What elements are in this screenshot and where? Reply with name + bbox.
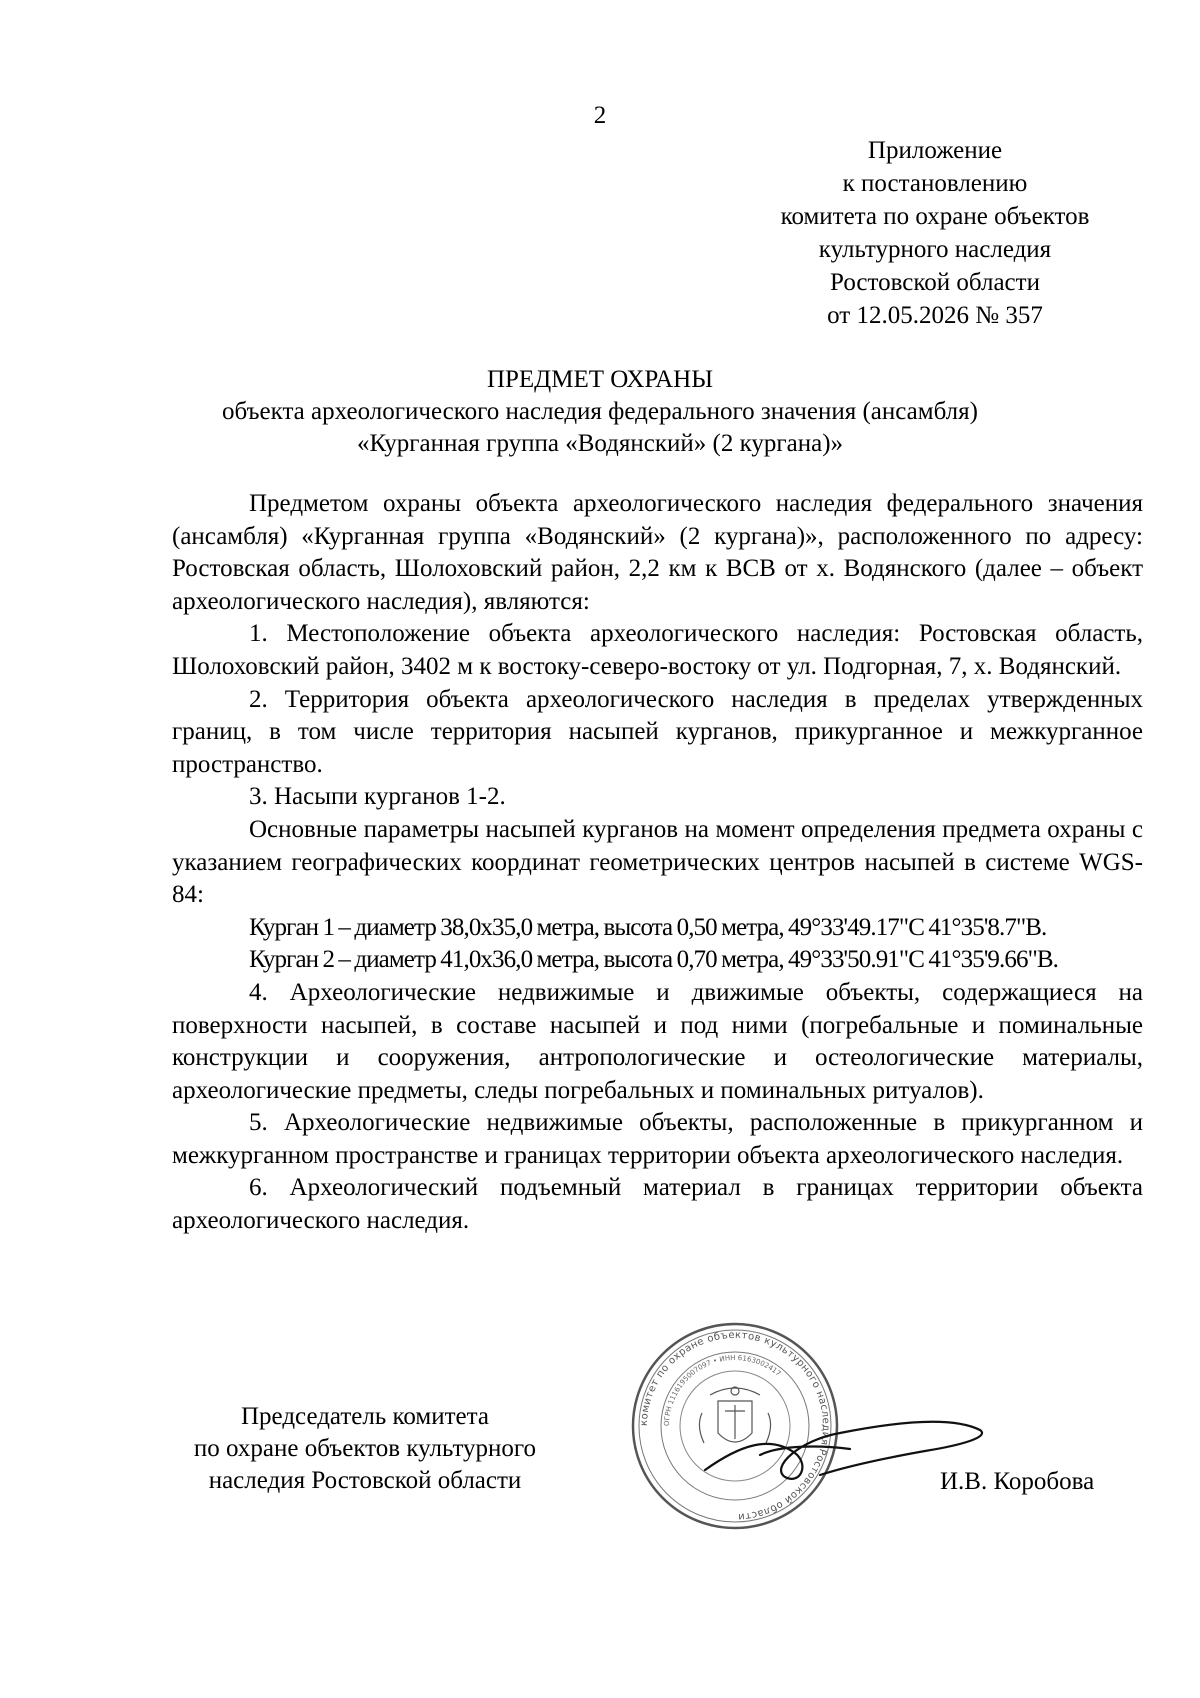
item-5-objects: 5. Археологические недвижимые объекты, расположенные в прикурганном и межкурганном пространстве и границах территории объекта археологического наследия.: [172, 1109, 1143, 1169]
appendix-line: от 12.05.2026 № 357: [827, 302, 1043, 329]
parameters-paragraph: Основные параметры насыпей курганов на момент определения предмета охраны с указанием географических координат геометрических центров насыпей в системе WGS-84:: [172, 815, 1143, 909]
appendix-block: [755, 134, 1115, 332]
signatory-position-line: Председатель комитета: [241, 1403, 489, 1430]
title-subtitle-line1: объекта археологического наследия федерального значения (ансамбля): [222, 398, 978, 425]
item-4-objects: 4. Археологические недвижимые и движимые объекты, содержащиеся на поверхности насыпей, в составе насыпей и под ними (погребальные и поминальные конструкции и сооружения, антропологические и остеологические материалы, археологические предметы, следы погребальных и поминальных ритуалов).: [172, 978, 1143, 1104]
appendix-line: к постановлению: [842, 170, 1028, 197]
item-3-mounds: 3. Насыпи курганов 1-2.: [249, 783, 506, 811]
appendix-line: комитета по охране объектов: [780, 203, 1090, 230]
item-2-territory: 2. Территория объекта археологического наследия в пределах утвержденных границ, в том числе территория насыпей курганов, прикурганное и межкурганное пространство.: [172, 685, 1143, 778]
document-title: [0, 364, 1200, 460]
signatory-position: [150, 1401, 580, 1497]
page-number: 2: [593, 102, 607, 129]
item-1-location: 1. Местоположение объекта археологического наследия: Ростовская область, Шолоховский район, 3402 м к востоку-северо-востоку от ул. Подгорная, 7, х. Водянский.: [172, 620, 1143, 680]
seal-inner-text: ОГРН 1116195007097 • ИНН 6163002417: [662, 1353, 783, 1427]
kurgan-1-parameters: Курган 1 – диаметр 38,0х35,0 метра, высота 0,50 метра, 49°33'49.17"С 41°35'8.7"В.: [249, 913, 1047, 941]
appendix-line: Приложение: [867, 137, 1003, 164]
kurgan-2-parameters: Курган 2 – диаметр 41,0х36,0 метра, высота 0,70 метра, 49°33'50.91"С 41°35'9.66"В.: [249, 946, 1059, 974]
title-subtitle-line2: «Курганная группа «Водянский» (2 кургана)»: [356, 430, 844, 457]
signatory-position-line: по охране объектов культурного: [193, 1435, 537, 1462]
title-heading: ПРЕДМЕТ ОХРАНЫ: [486, 366, 714, 393]
signatory-position-line: наследия Ростовской области: [208, 1467, 522, 1494]
signatory-name: И.В. Коробова: [940, 1468, 1095, 1495]
document-body: [172, 488, 1143, 1238]
seal-outer-text: комитет по охране объектов культурного наследия Ростовской области: [638, 1329, 832, 1523]
appendix-line: культурного наследия: [818, 236, 1052, 263]
intro-paragraph: Предметом охраны объекта археологического наследия федерального значения (ансамбля) «Курганная группа «Водянский» (2 кургана)», расположенного по адресу: Ростовская область, Шолоховский район, 2,2 км к ВСВ от х. Водянского (далее – объект археологического наследия), являются:: [172, 490, 1143, 615]
appendix-line: Ростовской области: [830, 269, 1040, 296]
item-6-material: 6. Археологический подъемный материал в границах территории объекта археологического наследия.: [172, 1174, 1143, 1235]
